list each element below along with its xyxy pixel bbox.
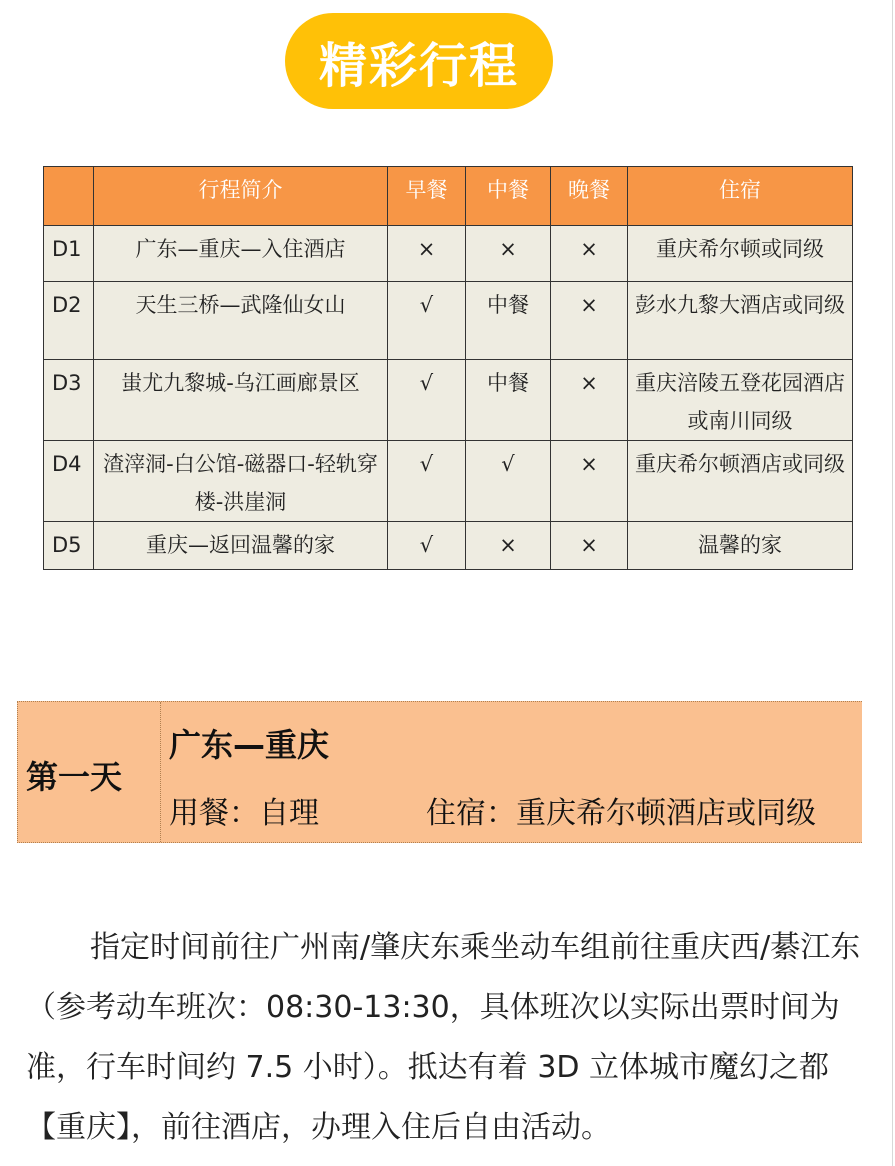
cell-day: D1 <box>44 226 94 282</box>
cell-day: D2 <box>44 282 94 360</box>
day1-header-box <box>17 701 862 843</box>
cell-route: 广东—重庆—入住酒店 <box>94 226 388 282</box>
header-hotel: 住宿 <box>628 167 853 226</box>
cell-dinner: × <box>551 441 628 522</box>
cell-day: D3 <box>44 360 94 441</box>
header-route: 行程简介 <box>94 167 388 226</box>
cell-day: D5 <box>44 522 94 570</box>
cell-lunch: × <box>466 522 551 570</box>
day1-description: 指定时间前往广州南/肇庆东乘坐动车组前往重庆西/綦江东（参考动车班次：08:30-13:30，具体班次以实际出票时间为准，行车时间约 7.5 小时）。抵达有着 3D 立体城市魔幻之都【重庆】，前往酒店，办理入住后自由活动。 <box>26 930 861 1145</box>
table-row <box>44 522 853 570</box>
cell-breakfast: √ <box>388 441 466 522</box>
header-breakfast: 早餐 <box>388 167 466 226</box>
cell-dinner: × <box>551 360 628 441</box>
cell-route: 渣滓洞-白公馆-磁器口-轻轨穿楼-洪崖洞 <box>94 441 388 522</box>
cell-hotel: 重庆涪陵五登花园酒店或南川同级 <box>628 360 853 441</box>
cell-breakfast: × <box>388 226 466 282</box>
cell-day: D4 <box>44 441 94 522</box>
cell-route: 蚩尤九黎城-乌江画廊景区 <box>94 360 388 441</box>
cell-route: 重庆—返回温馨的家 <box>94 522 388 570</box>
table-row <box>44 360 853 441</box>
cell-hotel: 温馨的家 <box>628 522 853 570</box>
table-row <box>44 441 853 522</box>
table-row <box>44 282 853 360</box>
cell-hotel: 重庆希尔顿或同级 <box>628 226 853 282</box>
cell-breakfast: √ <box>388 282 466 360</box>
day1-label: 第一天 <box>26 758 123 796</box>
cell-lunch: 中餐 <box>466 360 551 441</box>
header-dinner: 晚餐 <box>551 167 628 226</box>
header-day <box>44 167 94 226</box>
cell-dinner: × <box>551 282 628 360</box>
cell-lunch: √ <box>466 441 551 522</box>
cell-breakfast: √ <box>388 522 466 570</box>
cell-breakfast: √ <box>388 360 466 441</box>
day1-meals: 用餐：自理 <box>169 796 319 831</box>
table-row <box>44 226 853 282</box>
table-header-row <box>44 167 853 226</box>
cell-dinner: × <box>551 522 628 570</box>
day1-divider <box>160 702 162 842</box>
header-lunch: 中餐 <box>466 167 551 226</box>
day1-hotel: 住宿：重庆希尔顿酒店或同级 <box>426 796 816 831</box>
itinerary-table <box>43 166 853 570</box>
cell-hotel: 彭水九黎大酒店或同级 <box>628 282 853 360</box>
cell-lunch: 中餐 <box>466 282 551 360</box>
cell-dinner: × <box>551 226 628 282</box>
section-title: 精彩行程 <box>285 13 553 109</box>
cell-lunch: × <box>466 226 551 282</box>
page-edge-rule <box>892 0 893 1166</box>
cell-hotel: 重庆希尔顿酒店或同级 <box>628 441 853 522</box>
cell-route: 天生三桥—武隆仙女山 <box>94 282 388 360</box>
day1-route-title: 广东—重庆 <box>169 726 330 764</box>
